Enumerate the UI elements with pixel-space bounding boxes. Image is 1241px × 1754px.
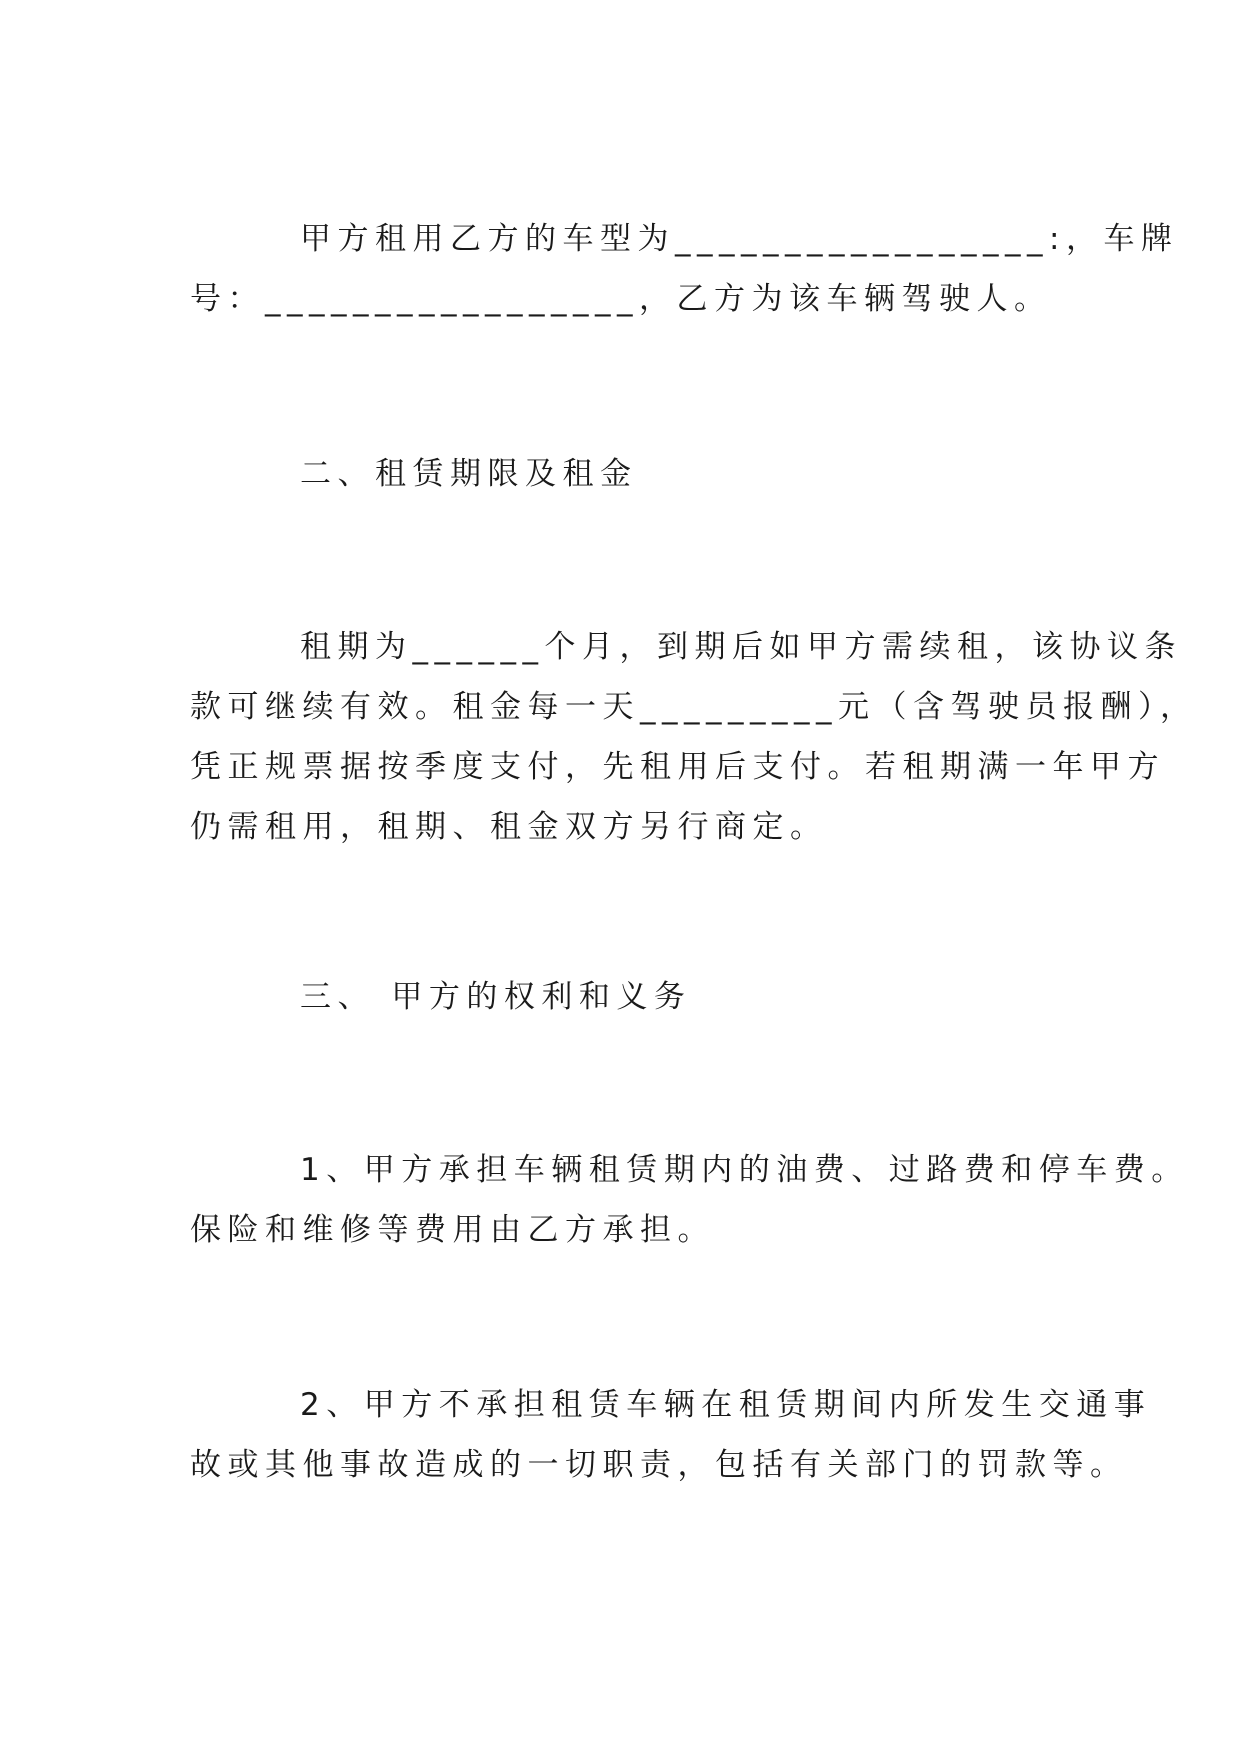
clause-1-line-2: 保险和维修等费用由乙方承担。 <box>190 1212 715 1248</box>
clause-2-line-1: 2、甲方不承担租赁车辆在租赁期间内所发生交通事 <box>300 1387 1152 1423</box>
paragraph-rent-line-1: 租期为______个月，到期后如甲方需续租，该协议条 <box>300 629 1182 665</box>
paragraph-vehicle-line-2: 号：_________________，乙方为该车辆驾驶人。 <box>190 281 1052 317</box>
section-heading-lease-term: 二、租赁期限及租金 <box>300 456 638 492</box>
paragraph-rent-line-4: 仍需租用，租期、租金双方另行商定。 <box>190 809 828 845</box>
section-heading-party-a-rights: 三、 甲方的权利和义务 <box>300 979 692 1015</box>
clause-2-line-2: 故或其他事故造成的一切职责，包括有关部门的罚款等。 <box>190 1447 1128 1483</box>
paragraph-vehicle-line-1: 甲方租用乙方的车型为_________________:，车牌 <box>300 221 1179 257</box>
paragraph-rent-line-3: 凭正规票据按季度支付，先租用后支付。若租期满一年甲方 <box>190 749 1165 785</box>
clause-1-line-1: 1、甲方承担车辆租赁期内的油费、过路费和停车费。 <box>300 1152 1189 1188</box>
paragraph-rent-line-2: 款可继续有效。租金每一天_________元（含驾驶员报酬）， <box>190 689 1198 725</box>
